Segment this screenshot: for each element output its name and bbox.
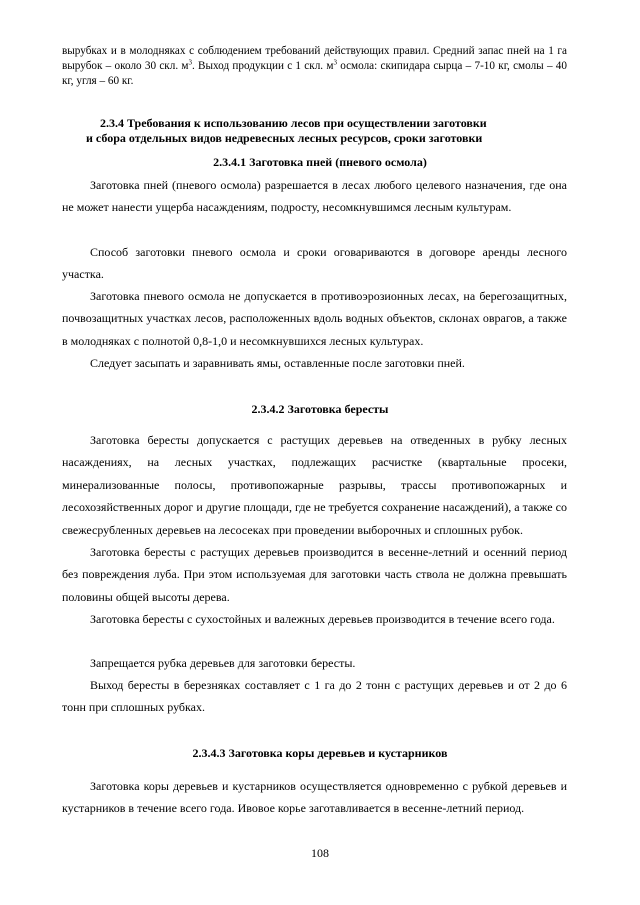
paragraph: Выход бересты в березняках составляет с 1 га до 2 тонн с растущих деревьев и от 2 до 6 тонн при сплошных рубках. [62, 678, 567, 715]
section-heading-line2: и сбора отдельных видов недревесных лесных ресурсов, сроки заготовки [86, 131, 483, 145]
paragraph: Следует засыпать и заравнивать ямы, оставленные после заготовки пней. [90, 356, 465, 370]
paragraph: Запрещается рубка деревьев для заготовки бересты. [90, 656, 356, 670]
paragraph: Заготовка бересты с сухостойных и валежных деревьев производится в течение всего года. [90, 612, 555, 626]
paragraph: Заготовка пневого осмола не допускается в противоэрозионных лесах, на берегозащитных, почвозащитных участках лесов, расположенных вдоль водных объектов, склонах оврагов, а также в молодняках с полнотой 0,8-1,0 и несомкнувшихся лесных культурах. [62, 289, 567, 348]
section-heading-line1: 2.3.4 Требования к использованию лесов при осуществлении заготовки [100, 116, 487, 130]
paragraph: Заготовка бересты допускается с растущих деревьев на отведенных в рубку лесных насаждениях, на лесных участках, подлежащих расчистке (квартальные просеки, минерализованные полосы, противопожарные разрывы, трассы противопожарных и лесохозяйственных дорог и другие площади, где не требуется сохранение насаждений), а также со свежесрубленных деревьев на лесосеках при проведении выборочных и сплошных рубок. [62, 433, 567, 537]
paragraph: Заготовка бересты с растущих деревьев производится в весенне-летний и осенний период без повреждения луба. При этом используемая для заготовки часть ствола не должна превышать половины общей высоты дерева. [62, 545, 567, 604]
subsection-heading-2: 2.3.4.2 Заготовка бересты [251, 402, 389, 416]
paragraph: Заготовка пней (пневого осмола) разрешается в лесах любого целевого назначения, где она не может нанести ущерба насаждениям, подросту, несомкнувшимся лесным культурам. [62, 178, 567, 215]
subsection-heading-1: 2.3.4.1 Заготовка пней (пневого осмола) [213, 155, 427, 169]
paragraph: Заготовка коры деревьев и кустарников осуществляется одновременно с рубкой деревьев и кустарников в течение всего года. Ивовое корье заготавливается в весенне-летний период. [62, 779, 567, 816]
paragraph: Способ заготовки пневого осмола и сроки оговариваются в договоре аренды лесного участка. [62, 245, 567, 282]
intro-paragraph: вырубках и в молодняках с соблюдением требований действующих правил. Средний запас пней на 1 га вырубок – около 30 скл. $м^3$. Выход продукции с 1 скл. $м^3$ осмола: скипидара сырца – 7-10 кг, смолы – 40 кг, угля – 60 кг. [62, 45, 567, 87]
page-number: 108 [311, 846, 329, 860]
subsection-heading-3: 2.3.4.3 Заготовка коры деревьев и кустарников [192, 746, 448, 760]
